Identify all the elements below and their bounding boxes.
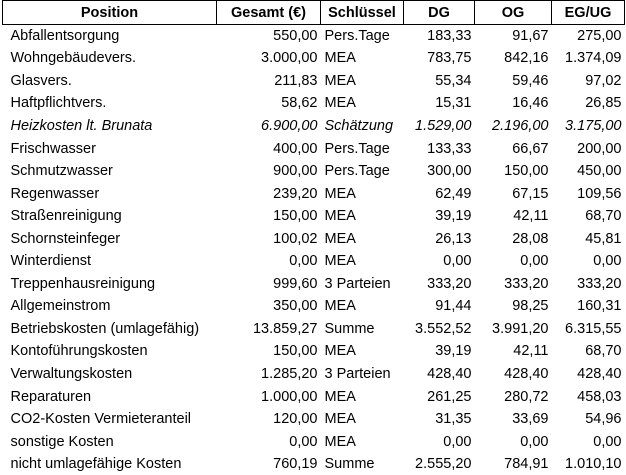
cell-total: 100,02 xyxy=(217,227,321,250)
cell-eg-ug: 333,20 xyxy=(552,273,625,296)
cell-position: Haftpflichtvers. xyxy=(3,92,217,115)
cell-key: MEA xyxy=(321,250,404,273)
cell-og: 91,67 xyxy=(475,25,552,48)
cell-eg-ug: 200,00 xyxy=(552,137,625,160)
cell-eg-ug: 54,96 xyxy=(552,408,625,431)
cell-og: 28,08 xyxy=(475,227,552,250)
cell-total: 550,00 xyxy=(217,25,321,48)
cell-eg-ug: 45,81 xyxy=(552,227,625,250)
cell-og: 842,16 xyxy=(475,47,552,70)
cell-dg: 0,00 xyxy=(404,430,475,453)
table-row xyxy=(3,273,625,296)
cell-og: 42,11 xyxy=(475,340,552,363)
header-eg-ug: EG/UG xyxy=(552,1,625,25)
cell-og: 67,15 xyxy=(475,182,552,205)
cell-key: 3 Parteien xyxy=(321,363,404,386)
cell-key: MEA xyxy=(321,47,404,70)
cell-position: CO2-Kosten Vermieteranteil xyxy=(3,408,217,431)
cell-og: 0,00 xyxy=(475,430,552,453)
cell-position: Abfallentsorgung xyxy=(3,25,217,48)
cell-eg-ug: 6.315,55 xyxy=(552,318,625,341)
cell-dg: 333,20 xyxy=(404,273,475,296)
cell-dg: 55,34 xyxy=(404,70,475,93)
cell-key: MEA xyxy=(321,227,404,250)
cell-total: 239,20 xyxy=(217,182,321,205)
cell-dg: 91,44 xyxy=(404,295,475,318)
cell-total: 0,00 xyxy=(217,250,321,273)
header-position: Position xyxy=(3,1,217,25)
table-header xyxy=(3,1,625,25)
cell-total: 120,00 xyxy=(217,408,321,431)
table-row xyxy=(3,25,625,48)
cell-og: 428,40 xyxy=(475,363,552,386)
table-row xyxy=(3,205,625,228)
cell-total: 999,60 xyxy=(217,273,321,296)
cell-eg-ug: 1.374,09 xyxy=(552,47,625,70)
cell-og: 0,00 xyxy=(475,250,552,273)
cell-eg-ug: 428,40 xyxy=(552,363,625,386)
cell-key: Summe xyxy=(321,318,404,341)
table-row xyxy=(3,182,625,205)
cell-position: Heizkosten lt. Brunata xyxy=(3,115,217,138)
cell-dg: 133,33 xyxy=(404,137,475,160)
table-row xyxy=(3,137,625,160)
cell-total: 760,19 xyxy=(217,453,321,475)
cell-key: Schätzung xyxy=(321,115,404,138)
cell-key: MEA xyxy=(321,340,404,363)
cell-key: Pers.Tage xyxy=(321,160,404,183)
cell-dg: 300,00 xyxy=(404,160,475,183)
cell-position: Allgemeinstrom xyxy=(3,295,217,318)
cell-dg: 0,00 xyxy=(404,250,475,273)
cell-og: 333,20 xyxy=(475,273,552,296)
cell-eg-ug: 458,03 xyxy=(552,385,625,408)
cell-dg: 31,35 xyxy=(404,408,475,431)
cell-position: nicht umlagefähige Kosten xyxy=(3,453,217,475)
cell-position: Verwaltungskosten xyxy=(3,363,217,386)
cell-key: MEA xyxy=(321,408,404,431)
cell-total: 150,00 xyxy=(217,340,321,363)
cell-og: 150,00 xyxy=(475,160,552,183)
cell-total: 900,00 xyxy=(217,160,321,183)
table-row xyxy=(3,430,625,453)
cell-dg: 26,13 xyxy=(404,227,475,250)
cell-eg-ug: 109,56 xyxy=(552,182,625,205)
cell-key: MEA xyxy=(321,205,404,228)
cell-key: Pers.Tage xyxy=(321,137,404,160)
cell-position: Schornsteinfeger xyxy=(3,227,217,250)
cell-dg: 428,40 xyxy=(404,363,475,386)
table-row xyxy=(3,250,625,273)
cell-dg: 261,25 xyxy=(404,385,475,408)
table-body xyxy=(3,25,625,475)
table-row xyxy=(3,363,625,386)
table-row xyxy=(3,115,625,138)
cell-dg: 183,33 xyxy=(404,25,475,48)
table-row xyxy=(3,408,625,431)
cost-allocation-table xyxy=(2,0,625,475)
cell-dg: 39,19 xyxy=(404,340,475,363)
cell-total: 1.285,20 xyxy=(217,363,321,386)
cell-eg-ug: 0,00 xyxy=(552,250,625,273)
cell-position: Reparaturen xyxy=(3,385,217,408)
cell-position: Betriebskosten (umlagefähig) xyxy=(3,318,217,341)
cell-total: 150,00 xyxy=(217,205,321,228)
cell-dg: 1.529,00 xyxy=(404,115,475,138)
cell-position: Glasvers. xyxy=(3,70,217,93)
cell-total: 0,00 xyxy=(217,430,321,453)
cell-eg-ug: 160,31 xyxy=(552,295,625,318)
cell-key: MEA xyxy=(321,92,404,115)
cell-og: 16,46 xyxy=(475,92,552,115)
cell-og: 784,91 xyxy=(475,453,552,475)
table-row xyxy=(3,227,625,250)
cell-eg-ug: 450,00 xyxy=(552,160,625,183)
table-row xyxy=(3,70,625,93)
cell-eg-ug: 26,85 xyxy=(552,92,625,115)
cell-eg-ug: 0,00 xyxy=(552,430,625,453)
table-row xyxy=(3,47,625,70)
cell-key: MEA xyxy=(321,385,404,408)
cell-total: 3.000,00 xyxy=(217,47,321,70)
table-row xyxy=(3,385,625,408)
cell-key: MEA xyxy=(321,70,404,93)
cell-total: 350,00 xyxy=(217,295,321,318)
cell-key: 3 Parteien xyxy=(321,273,404,296)
cell-eg-ug: 275,00 xyxy=(552,25,625,48)
cell-key: MEA xyxy=(321,182,404,205)
cell-position: Treppenhausreinigung xyxy=(3,273,217,296)
cell-position: Frischwasser xyxy=(3,137,217,160)
cell-og: 2.196,00 xyxy=(475,115,552,138)
table-row xyxy=(3,453,625,475)
cell-dg: 62,49 xyxy=(404,182,475,205)
cell-total: 6.900,00 xyxy=(217,115,321,138)
cell-position: Straßenreinigung xyxy=(3,205,217,228)
cell-key: Pers.Tage xyxy=(321,25,404,48)
cell-position: Winterdienst xyxy=(3,250,217,273)
cell-position: Wohngebäudevers. xyxy=(3,47,217,70)
table-row xyxy=(3,92,625,115)
cell-og: 66,67 xyxy=(475,137,552,160)
header-dg: DG xyxy=(404,1,475,25)
cell-dg: 2.555,20 xyxy=(404,453,475,475)
cell-dg: 783,75 xyxy=(404,47,475,70)
header-og: OG xyxy=(475,1,552,25)
cell-og: 59,46 xyxy=(475,70,552,93)
cell-dg: 3.552,52 xyxy=(404,318,475,341)
table-row xyxy=(3,340,625,363)
table-row xyxy=(3,318,625,341)
cell-key: MEA xyxy=(321,295,404,318)
cell-eg-ug: 97,02 xyxy=(552,70,625,93)
table-row xyxy=(3,160,625,183)
header-row xyxy=(3,1,625,25)
cell-og: 33,69 xyxy=(475,408,552,431)
cell-total: 13.859,27 xyxy=(217,318,321,341)
cell-total: 211,83 xyxy=(217,70,321,93)
cell-key: Summe xyxy=(321,453,404,475)
cell-total: 400,00 xyxy=(217,137,321,160)
cell-og: 98,25 xyxy=(475,295,552,318)
cell-eg-ug: 1.010,10 xyxy=(552,453,625,475)
cell-dg: 15,31 xyxy=(404,92,475,115)
cell-position: Schmutzwasser xyxy=(3,160,217,183)
cell-eg-ug: 68,70 xyxy=(552,340,625,363)
cell-position: Kontoführungskosten xyxy=(3,340,217,363)
cell-og: 42,11 xyxy=(475,205,552,228)
cell-dg: 39,19 xyxy=(404,205,475,228)
cell-position: sonstige Kosten xyxy=(3,430,217,453)
header-total: Gesamt (€) xyxy=(217,1,321,25)
cell-key: MEA xyxy=(321,430,404,453)
header-key: Schlüssel xyxy=(321,1,404,25)
cell-total: 58,62 xyxy=(217,92,321,115)
table-row xyxy=(3,295,625,318)
cell-og: 3.991,20 xyxy=(475,318,552,341)
cell-position: Regenwasser xyxy=(3,182,217,205)
cell-eg-ug: 3.175,00 xyxy=(552,115,625,138)
cell-eg-ug: 68,70 xyxy=(552,205,625,228)
cell-og: 280,72 xyxy=(475,385,552,408)
cell-total: 1.000,00 xyxy=(217,385,321,408)
